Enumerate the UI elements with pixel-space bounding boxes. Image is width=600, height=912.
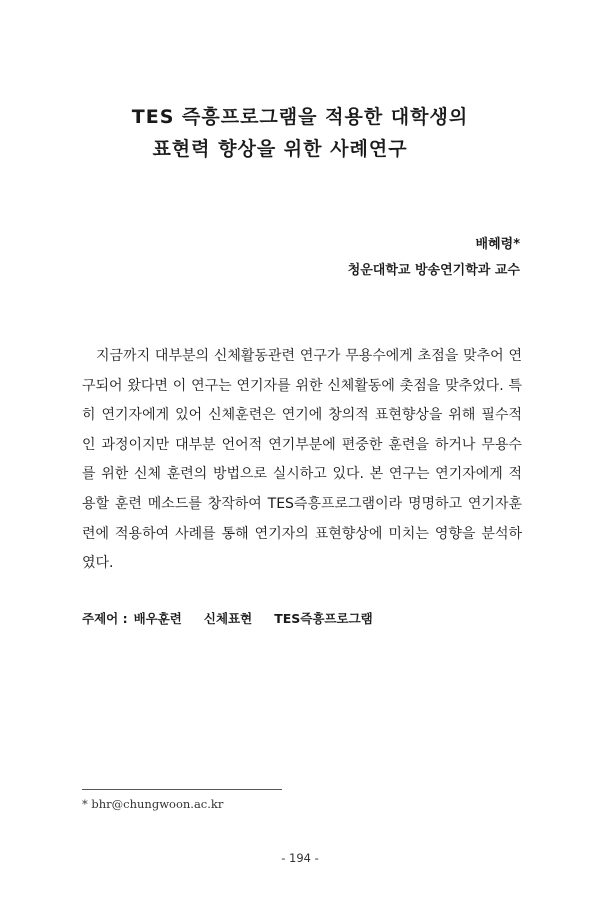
paper-title-line-2: 표현력 향상을 위한 사례연구 bbox=[152, 138, 408, 160]
author-name: 배혜령* bbox=[475, 237, 520, 252]
page-number: - 194 - bbox=[281, 851, 319, 865]
abstract-paragraph: 지금까지 대부분의 신체활동관련 연구가 무용수에게 초점을 맞추어 연구되어 왔다면 이 연구는 연기자를 위한 신체활동에 촛점을 맞추었다. 특히 연기자에게 있어 신체훈련은 연기에 창의적 표현향상을 위해 필수적인 과정이지만 대부분 언어적 연기부분에 편중한 훈련을 하거나 무용수를 위한 신체 훈련의 방법으로 실시하고 있다. 본 연구는 연기자에게 적용할 훈련 메소드를 창작하여 TES즉흥프로그램이라 명명하고 연기자훈련에 적용하여 사례를 통해 연기자의 표현향상에 미치는 영향을 분석하였다. bbox=[82, 348, 522, 572]
author-affiliation: 청운대학교 방송연기학과 교수 bbox=[347, 263, 520, 278]
keywords-label: 주제어 : bbox=[82, 611, 128, 626]
footnote-email: * bhr@chungwoon.ac.kr bbox=[82, 797, 224, 811]
footnote-divider bbox=[82, 789, 282, 790]
keyword-item: TES즉흥프로그램 bbox=[274, 611, 373, 626]
keyword-item: 신체표현 bbox=[203, 611, 253, 626]
keyword-item: 배우훈련 bbox=[133, 611, 182, 626]
paper-title-line-1: TES 즉흥프로그램을 적용한 대학생의 bbox=[131, 106, 469, 128]
keywords-line bbox=[82, 609, 395, 627]
